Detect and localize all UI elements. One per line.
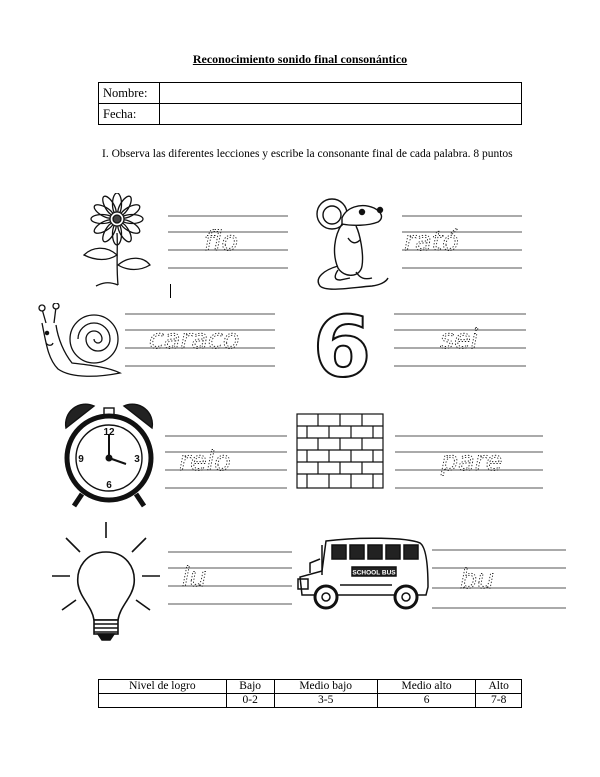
snail-icon xyxy=(38,303,122,383)
writing-lines-flor xyxy=(168,208,288,276)
mouse-icon xyxy=(312,194,394,292)
clock-number-12: 12 xyxy=(103,427,115,438)
score-value-cell: 3-5 xyxy=(274,694,377,708)
score-header-row xyxy=(99,680,522,694)
school-bus-icon xyxy=(296,535,432,615)
date-label: Fecha: xyxy=(99,104,160,125)
word-seis: sei xyxy=(440,324,479,355)
name-field[interactable] xyxy=(160,83,522,104)
score-value-row xyxy=(99,694,522,708)
score-header-cell: Bajo xyxy=(226,680,274,694)
word-flor: flo xyxy=(204,226,238,257)
writing-lines-pared xyxy=(395,428,543,496)
score-value-cell: 6 xyxy=(377,694,476,708)
name-label: Nombre: xyxy=(99,83,160,104)
six-digit: 6 xyxy=(312,306,372,386)
text-cursor xyxy=(170,284,171,298)
clock-number-6: 6 xyxy=(106,480,112,491)
bus-sign: SCHOOL BUS xyxy=(352,569,396,577)
word-caracol: caraco xyxy=(149,324,240,355)
writing-lines-reloj xyxy=(165,428,287,496)
score-header-cell: Medio bajo xyxy=(274,680,377,694)
worksheet-title: Reconocimiento sonido final consonántico xyxy=(192,52,408,66)
word-luz: lu xyxy=(182,562,207,593)
word-raton: rató xyxy=(404,226,459,257)
clock-number-3: 3 xyxy=(134,454,140,465)
flower-icon xyxy=(78,193,156,287)
score-header-cell: Medio alto xyxy=(377,680,476,694)
alarm-clock-icon xyxy=(60,398,158,508)
word-pared: pare xyxy=(441,446,503,477)
number-six-icon xyxy=(312,306,372,386)
score-value-cell: 7-8 xyxy=(476,694,522,708)
writing-lines-bus xyxy=(432,542,566,622)
brick-wall-icon xyxy=(296,413,384,489)
writing-lines-raton xyxy=(402,208,522,276)
score-value-cell xyxy=(99,694,227,708)
clock-number-9: 9 xyxy=(78,454,84,465)
word-reloj: relo xyxy=(179,446,231,477)
writing-lines-luz xyxy=(168,544,292,612)
score-header-cell: Nivel de logro xyxy=(99,680,227,694)
writing-lines-caracol xyxy=(125,306,275,374)
student-info-table xyxy=(98,82,522,125)
score-value-cell: 0-2 xyxy=(226,694,274,708)
word-bus: bu xyxy=(460,564,495,595)
instruction-text: I. Observa las diferentes lecciones y escribe la consonante final de cada palabra. 8 puntos xyxy=(102,148,513,160)
writing-lines-seis xyxy=(394,306,526,374)
score-table xyxy=(98,679,522,708)
score-header-cell: Alto xyxy=(476,680,522,694)
date-field[interactable] xyxy=(160,104,522,125)
light-bulb-icon xyxy=(52,520,160,650)
